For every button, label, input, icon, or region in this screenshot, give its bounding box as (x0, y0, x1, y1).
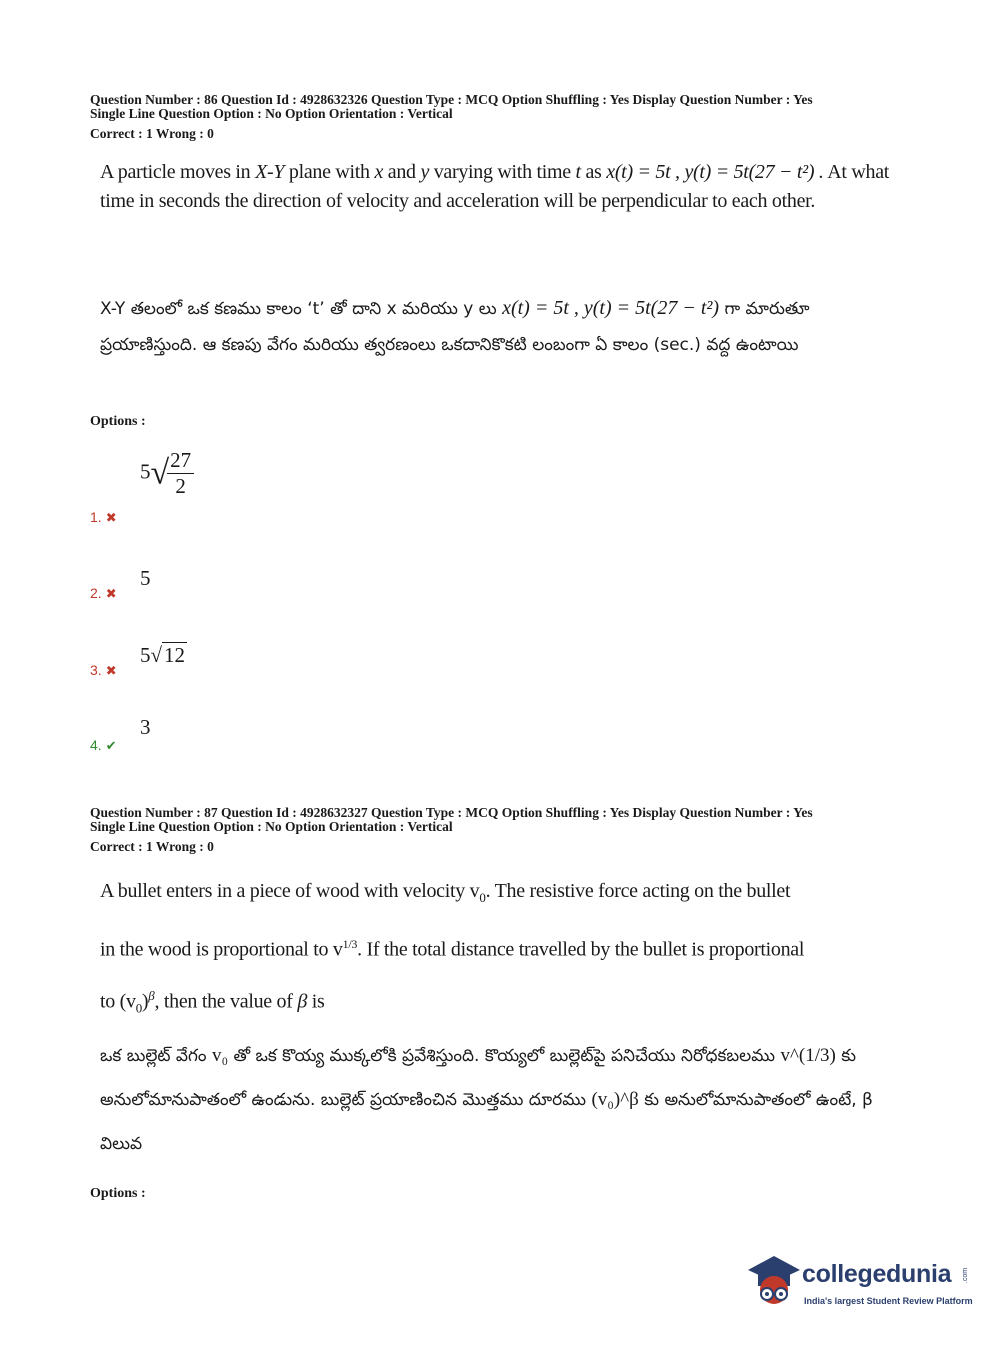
wrong-icon: ✖ (105, 663, 117, 678)
q86-option-3-value: 5√12 (140, 643, 186, 667)
q86-option-4[interactable]: 4. ✔ (90, 737, 117, 753)
q86-option-1[interactable]: 1. ✖ (90, 509, 117, 525)
q86-equation: x(t) = 5t , y(t) = 5t(27 − t²) . (606, 161, 824, 183)
q86-meta-line3: Correct : 1 Wrong : 0 (90, 126, 214, 141)
wrong-icon: ✖ (105, 510, 117, 525)
q86-option-2-value: 5 (140, 566, 151, 590)
logo-tagline: India's largest Student Review Platform (804, 1296, 973, 1306)
logo-suffix: .com (962, 1267, 970, 1284)
q86-option-2[interactable]: 2. ✖ (90, 585, 117, 601)
logo-wordmark: collegedunia (802, 1260, 952, 1288)
wrong-icon: ✖ (105, 586, 117, 601)
mascot-icon (744, 1250, 804, 1312)
q86-meta-line2: Single Line Question Option : No Option Orientation : Vertical (90, 106, 453, 121)
correct-icon: ✔ (105, 738, 117, 753)
q87-meta-line1: Question Number : 87 Question Id : 4928632327 Question Type : MCQ Option Shuffling : Yes Display Question Number : Yes (90, 805, 813, 820)
q86-options-label: Options : (90, 414, 146, 429)
q86-option-3[interactable]: 3. ✖ (90, 662, 117, 678)
q87-options-label: Options : (90, 1186, 146, 1201)
q87-meta-line3: Correct : 1 Wrong : 0 (90, 839, 214, 854)
q86-stem: A particle moves in X-Y plane with x and y varying with time t as x(t) = 5t , y(t) = 5t(27 − t²) . At what time in seconds the direction of velocity and acceleration will be perpendicular to each other. (100, 161, 890, 212)
q86-option-1-value: 5√ $\frac{27}{2}$ (140, 448, 194, 499)
q87-stem: A bullet enters in a piece of wood with velocity $v_0$. The resistive force acting on the bullet in the wood is proportional to $v^{1/3}$. If the total distance travelled by the bullet is proportional to $(v_0)^\beta$, then the value of β is (100, 880, 805, 1016)
collegedunia-logo[interactable] (744, 1250, 974, 1320)
q87-telugu: ఒక బుల్లెట్ వేగం v₀ తో ఒక కొయ్య ముక్కలోకి ప్రవేశిస్తుంది. కొయ్యలో బుల్లెట్‌పై పనిచేయు నిరోధకబలము v^(1/3) కు అనులోమానుపాతంలో ఉండును. బుల్లెట్ ప్రయాణించిన మొత్తము దూరము (v₀)^β కు అనులోమానుపాతంలో ఉంటే, β విలువ (100, 1045, 873, 1154)
q87-meta-line2: Single Line Question Option : No Option Orientation : Vertical (90, 819, 453, 834)
q86-meta-line1: Question Number : 86 Question Id : 4928632326 Question Type : MCQ Option Shuffling : Yes Display Question Number : Yes (90, 92, 813, 107)
q86-option-4-value: 3 (140, 715, 151, 739)
q86-telugu: X-Y తలంలో ఒక కణము కాలం ‘t’ తో దాని x మరియు y లు x(t) = 5t , y(t) = 5t(27 − t²) గా మారుతూ ప్రయాణిస్తుంది. ఆ కణపు వేగం మరియు త్వరణంలు ఒకదానికొకటి లంబంగా ఏ కాలం (sec.) వద్ద ఉంటాయి (100, 297, 810, 355)
